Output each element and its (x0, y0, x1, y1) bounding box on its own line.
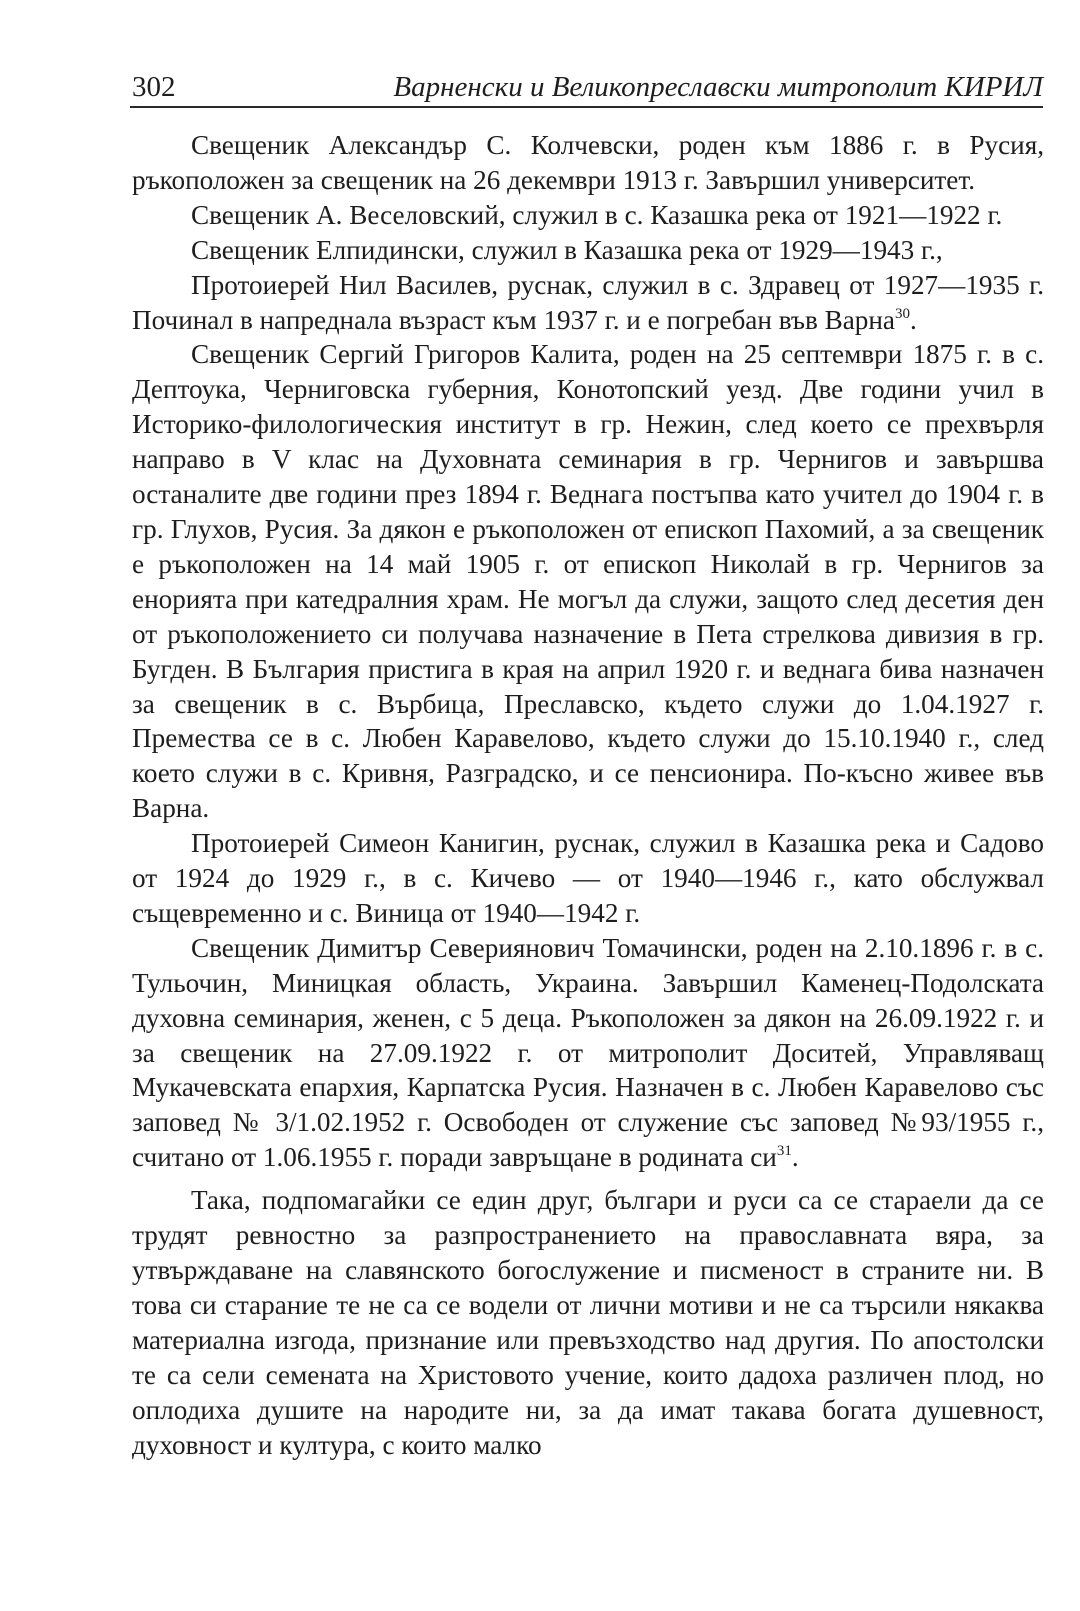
paragraph-veselovsky (132, 198, 1044, 233)
paragraph-text: Свещеник А. Веселовский, служил в с. Казашка река от 1921—1922 г. (191, 199, 1003, 230)
paragraph-text: Протоиерей Симеон Канигин, руснак, служил в Казашка река и Садово от 1924 до 1929 г., в с. Кичево — от 1940—1946 г., като обслужвал същевременно и с. Виница от 1940—1942 г. (132, 828, 1044, 928)
paragraph-kolchevski (132, 128, 1044, 198)
page-header (130, 66, 1043, 108)
paragraph-text: Така, подпомагайки се един друг, българи и руси са се стараели да се трудят ревностно за разпространението на православната вяра, за утвърждаване на славянското богослужение и писменост в страните ни. В това си старание те не са се водели от лични мотиви и не са търсили някаква материална изгода, признание или превъзходство над другия. По апостолски те са сели семената на Христовото учение, които дадоха различен плод, но оплодиха душите на народите ни, за да имат такава богата душевност, духовност и култура, с които малко (132, 1185, 1044, 1460)
paragraph-kalita (132, 337, 1044, 826)
paragraph-text: Свещеник Александър С. Колчевски, роден към 1886 г. в Русия, ръкоположен за свещеник на 26 декември 1913 г. Завършил университет. (132, 130, 1044, 195)
paragraph-tomachinski (132, 931, 1044, 1175)
paragraph-text: Свещеник Сергий Григоров Калита, роден на 25 септември 1875 г. в с. Дептоука, Черниговска губерния, Конотопский уезд. Две години учил в Историко-филологическия институт в гр. Нежин, след което се прехвърля направо в V клас на Духовната семинария в гр. Чернигов и завършва останалите две години през 1894 г. Веднага постъпва като учител до 1904 г. в гр. Глухов, Русия. За дякон е ръкоположен от епископ Пахомий, а за свещеник е ръкоположен на 14 май 1905 г. от епископ Николай в гр. Чернигов за енорията при катедралния храм. Не могъл да служи, защото след десетия ден от ръкоположението си получава назначение в Пета стрелкова дивизия в гр. Бугден. В България пристига в края на април 1920 г. и веднага бива назначен за свещеник в с. Върбица, Преславско, където служи до 1.04.1927 г. Премества се в с. Любен Каравелово, където служи до 15.10.1940 г., след което служи в с. Кривня, Разградско, и се пенсионира. По-късно живее във Варна. (132, 339, 1044, 824)
footnote-ref-30: 30 (895, 305, 910, 322)
paragraph-elpidinski (132, 233, 1044, 268)
paragraph-text: Свещеник Димитър Севериянович Томачински, роден на 2.10.1896 г. в с. Тульочин, Миницкая область, Украина. Завършил Каменец-Подолската духовна семинария, женен, с 5 деца. Ръкоположен за дякон на 26.09.1922 г. и за свещеник на 27.09.1922 г. от митрополит Доситей, Управляващ Мукачевската епархия, Карпатска Русия. Назначен в с. Любен Каравелово със заповед № 3/1.02.1952 г. Освободен от служение със заповед №93/1955 г., считано от 1.06.1955 г. поради завръщане в родината си (132, 932, 1044, 1173)
paragraph-tail: . (910, 304, 917, 335)
footnote-ref-31: 31 (776, 1143, 792, 1160)
paragraph-nil-vasilev (132, 268, 1044, 338)
paragraph-tail: . (791, 1142, 799, 1173)
paragraph-conclusion (132, 1183, 1044, 1462)
paragraph-kanigin (132, 826, 1044, 931)
running-title: Варненски и Великопреславски митрополит КИРИЛ (393, 71, 1043, 103)
paragraph-text: Протоиерей Нил Василев, руснак, служил в с. Здравец от 1927—1935 г. Починал в напреднала възраст към 1937 г. и е погребан във Варна (132, 269, 1044, 335)
page-number: 302 (132, 71, 176, 103)
paragraph-text: Свещеник Елпидински, служил в Казашка река от 1929—1943 г., (191, 234, 943, 265)
body-text (132, 128, 1044, 1462)
